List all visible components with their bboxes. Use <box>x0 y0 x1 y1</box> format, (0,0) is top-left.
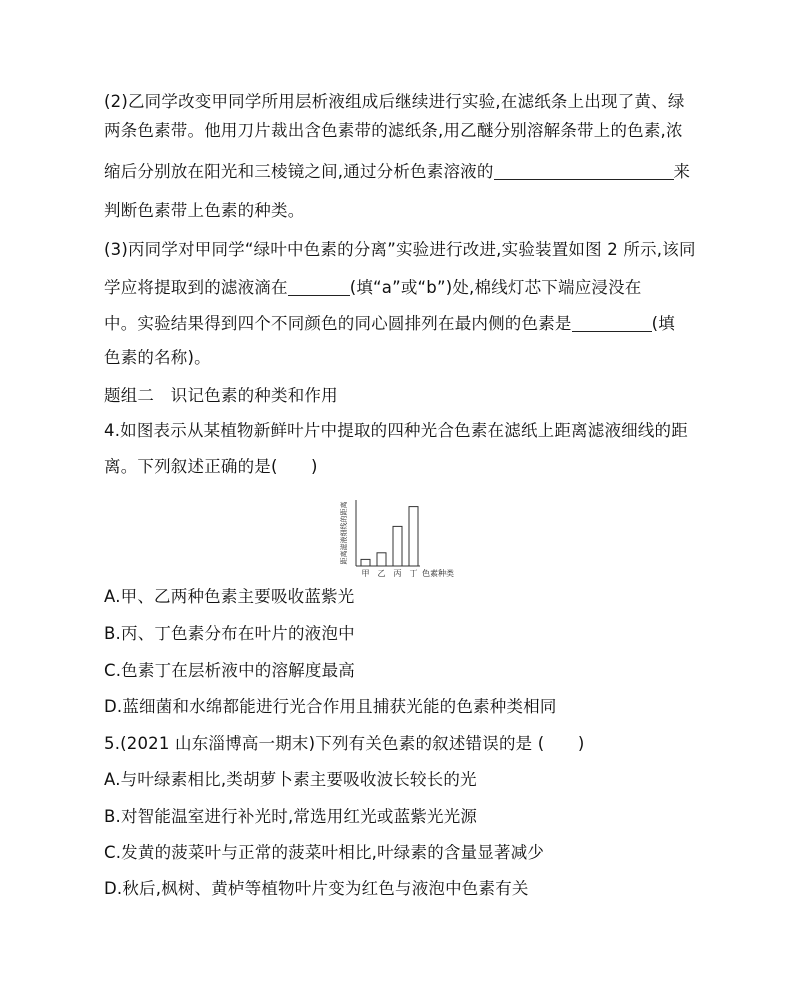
q4-option-b[interactable]: B.丙、丁色素分布在叶片的液泡中 <box>104 624 355 643</box>
x-axis-label: 色素种类 <box>422 569 454 578</box>
q3-part3-line4: 色素的名称)。 <box>104 348 211 367</box>
q3-part3-line3-end: (填 <box>651 314 675 333</box>
bar-4 <box>409 507 418 566</box>
pigment-bar-chart <box>330 490 470 582</box>
bar-3 <box>393 526 402 566</box>
q3-part3-line2-end: (填“a”或“b”)处,棉线灯芯下端应浸没在 <box>349 278 642 297</box>
q5-option-a[interactable]: A.与叶绿素相比,类胡萝卜素主要吸收波长较长的光 <box>104 770 477 789</box>
bar-1 <box>361 559 370 566</box>
q5-stem: 5.(2021 山东淄博高一期末)下列有关色素的叙述错误的是 ( ) <box>104 734 585 753</box>
q4-option-a[interactable]: A.甲、乙两种色素主要吸收蓝紫光 <box>104 587 355 606</box>
q4-stem-line1: 4.如图表示从某植物新鲜叶片中提取的四种光合色素在滤纸上距离滤液细线的距 <box>104 421 688 440</box>
answer-blank-2[interactable] <box>288 277 350 296</box>
bar-2 <box>377 553 386 566</box>
q4-option-c[interactable]: C.色素丁在层析液中的溶解度最高 <box>104 661 355 680</box>
q5-option-d[interactable]: D.秋后,枫树、黄栌等植物叶片变为红色与液泡中色素有关 <box>104 879 529 898</box>
category-label-1: 甲 <box>361 569 370 578</box>
category-label-4: 丁 <box>409 569 418 578</box>
q3-part3-line3 <box>104 313 675 335</box>
y-axis-label: 距离滤液细线的距离 <box>340 501 348 565</box>
q5-option-c[interactable]: C.发黄的菠菜叶与正常的菠菜叶相比,叶绿素的含量显著减少 <box>104 843 545 862</box>
q3-part2-line3 <box>104 161 690 183</box>
q3-part3-line3-text: 中。实验结果得到四个不同颜色的同心圆排列在最内侧的色素是 <box>104 314 572 333</box>
q3-part2-line4: 判断色素带上色素的种类。 <box>104 201 305 220</box>
q4-option-d[interactable]: D.蓝细菌和水绵都能进行光合作用且捕获光能的色素种类相同 <box>104 697 557 716</box>
q3-part2-line1: (2)乙同学改变甲同学所用层析液组成后继续进行实验,在滤纸条上出现了黄、绿 <box>104 92 685 111</box>
category-label-2: 乙 <box>377 569 386 578</box>
category-label-3: 丙 <box>393 569 402 578</box>
q3-part3-line2-text: 学应将提取到的滤液滴在 <box>104 278 288 297</box>
q3-part2-line3-text: 缩后分别放在阳光和三棱镜之间,通过分析色素溶液的 <box>104 162 494 181</box>
q4-stem-line2: 离。下列叙述正确的是( ) <box>104 457 318 476</box>
group2-title: 题组二 识记色素的种类和作用 <box>104 386 338 405</box>
q5-option-b[interactable]: B.对智能温室进行补光时,常选用红光或蓝紫光光源 <box>104 807 478 826</box>
q3-part2-line2: 两条色素带。他用刀片裁出含色素带的滤纸条,用乙醚分别溶解条带上的色素,浓 <box>104 121 683 140</box>
q3-part3-line2 <box>104 277 642 299</box>
q3-part3-line1: (3)丙同学对甲同学“绿叶中色素的分离”实验进行改进,实验装置如图 2 所示,该同 <box>104 240 696 259</box>
q3-part2-line3-end: 来 <box>673 162 691 181</box>
answer-blank-3[interactable] <box>572 313 652 332</box>
answer-blank-1[interactable] <box>494 161 674 180</box>
